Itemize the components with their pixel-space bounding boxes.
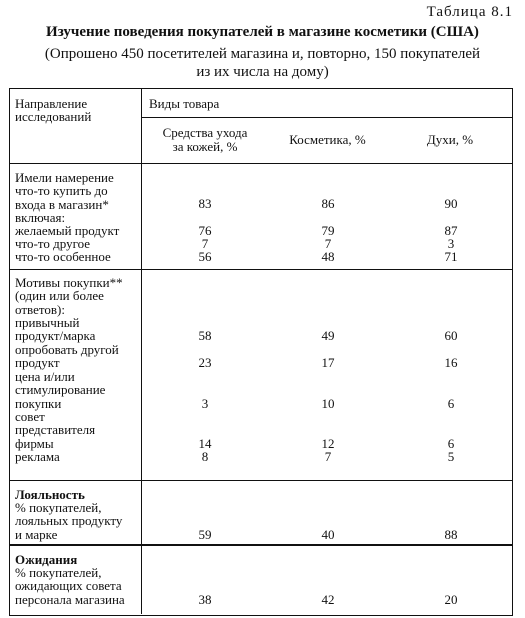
- intent-row-value: 7: [201, 236, 209, 251]
- intent-row-value: 76: [198, 223, 212, 238]
- column-divider: [141, 89, 142, 614]
- loyalty-text: % покупателей, лояльных продукту и марке: [15, 500, 123, 542]
- intent-row-value: 71: [444, 249, 458, 264]
- section-rule: [10, 480, 512, 481]
- motives-row-label: привычный продукт/марка: [15, 315, 96, 344]
- expectations-text: % покупателей, ожидающих совета персонала магазина: [15, 565, 125, 607]
- expectations-value: 20: [444, 592, 458, 607]
- motives-row-label: совет представителя фирмы: [15, 409, 96, 451]
- motives-row-value: 14: [198, 436, 212, 451]
- expectations-label: Ожидания: [15, 552, 78, 567]
- intent-sub-label: включая:: [15, 210, 66, 225]
- motives-row-value: 10: [321, 396, 335, 411]
- motives-row-value: 17: [321, 355, 335, 370]
- intent-row-label: желаемый продукт: [15, 223, 120, 238]
- intent-row-value: 56: [198, 249, 212, 264]
- intent-row-value: 87: [444, 223, 458, 238]
- motives-row-value: 23: [198, 355, 212, 370]
- header-divider: [141, 117, 512, 118]
- loyalty-value: 88: [444, 527, 458, 542]
- motives-row-value: 49: [321, 328, 335, 343]
- intent-total-cosmetics: 86: [321, 196, 335, 211]
- intent-row-label: что-то другое: [15, 236, 91, 251]
- motives-row-value: 3: [201, 396, 209, 411]
- loyalty-value: 59: [198, 527, 212, 542]
- expectations-value: 38: [198, 592, 212, 607]
- motives-row-value: 12: [321, 436, 335, 451]
- header-bottom-rule: [10, 163, 512, 164]
- motives-row-value: 5: [447, 449, 455, 464]
- header-direction: Направление исследований: [15, 96, 92, 125]
- intent-row-label: что-то особенное: [15, 249, 111, 264]
- intent-total-skin: 83: [198, 196, 212, 211]
- motives-row-value: 6: [447, 396, 455, 411]
- motives-row-value: 8: [201, 449, 209, 464]
- loyalty-label: Лояльность: [15, 487, 85, 502]
- header-perfume: Духи, %: [426, 132, 474, 147]
- motives-label: Мотивы покупки** (один или более ответов):: [15, 275, 123, 317]
- motives-row-value: 60: [444, 328, 458, 343]
- section-rule: [10, 544, 512, 546]
- motives-row-value: 6: [447, 436, 455, 451]
- intent-row-value: 48: [321, 249, 335, 264]
- expectations-value: 42: [321, 592, 335, 607]
- table-subtitle: [0, 45, 525, 81]
- section-rule: [10, 269, 512, 270]
- motives-row-value: 16: [444, 355, 458, 370]
- intent-label: Имели намерение что-то купить до входа в магазин*: [15, 170, 114, 212]
- intent-row-value: 3: [447, 236, 455, 251]
- intent-row-value: 79: [321, 223, 335, 238]
- motives-row-label: цена и/или стимулирование покупки: [15, 369, 106, 411]
- motives-row-value: 7: [324, 449, 332, 464]
- motives-row-label: реклама: [15, 449, 60, 464]
- table-title: Изучение поведения покупателей в магазине косметики (США): [46, 24, 479, 40]
- subtitle-line-2: из их числа на дому): [196, 64, 329, 80]
- subtitle-line-1: (Опрошено 450 посетителей магазина и, повторно, 150 покупателей: [44, 46, 481, 62]
- loyalty-value: 40: [321, 527, 335, 542]
- survey-table: [9, 88, 513, 616]
- intent-total-perfume: 90: [444, 196, 458, 211]
- header-product-types: Виды товара: [149, 96, 220, 111]
- header-cosmetics: Косметика, %: [289, 132, 366, 147]
- motives-row-label: опробовать другой продукт: [15, 342, 119, 371]
- table-number: Таблица 8.1: [426, 4, 513, 20]
- intent-row-value: 7: [324, 236, 332, 251]
- header-skin-care: Средства ухода за кожей, %: [162, 125, 248, 154]
- motives-row-value: 58: [198, 328, 212, 343]
